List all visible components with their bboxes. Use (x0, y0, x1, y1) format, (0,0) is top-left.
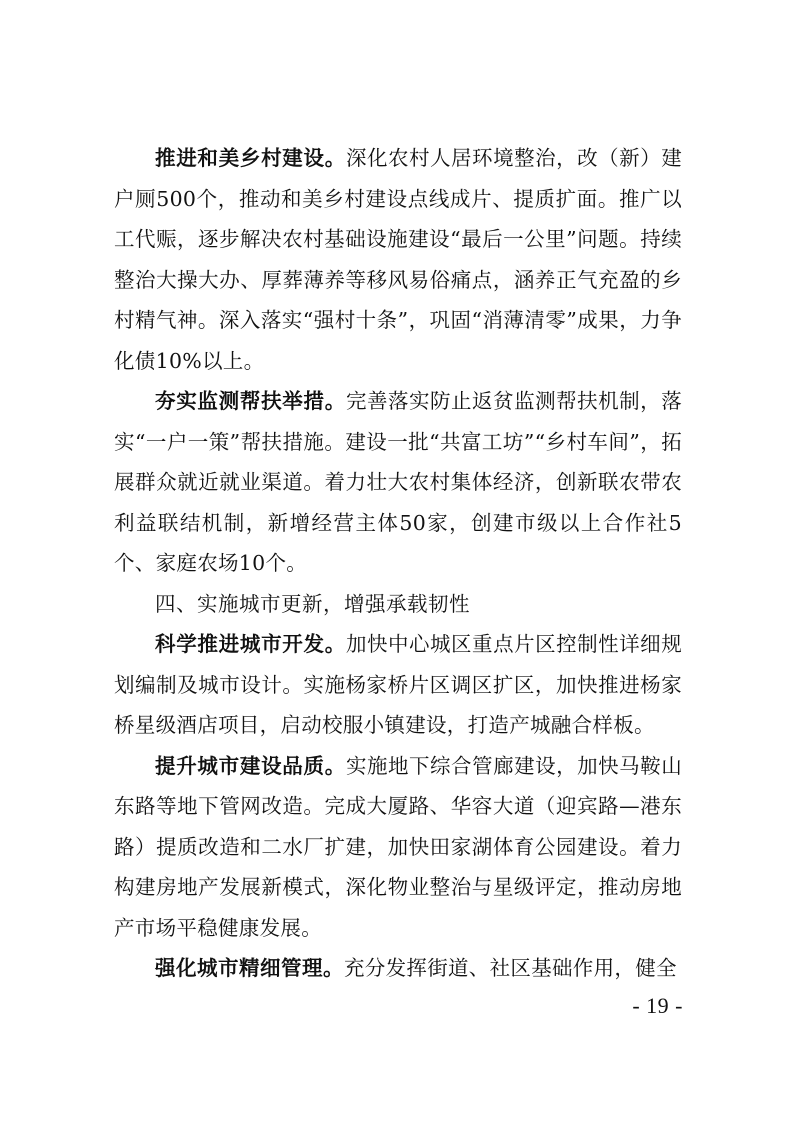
paragraph-rural-construction (114, 138, 682, 381)
paragraph-body: 实施地下综合管廊建设，加快马鞍山东路等地下管网改造。完成大厦路、华容大道（迎宾路—港东路）提质改造和二水厂扩建，加快田家湖体育公园建设。着力构建房地产发展新模式，深化物业整治与星级评定，推动房地产市场平稳健康发展。 (114, 753, 682, 940)
paragraph-city-development (114, 624, 682, 746)
paragraph-monitoring-assistance (114, 381, 682, 584)
page-number: - 19 - (632, 993, 683, 1018)
paragraph-lead: 夯实监测帮扶举措。 (155, 389, 346, 413)
paragraph-city-quality (114, 746, 682, 949)
paragraph-lead: 推进和美乡村建设。 (155, 146, 346, 170)
section-heading: 四、实施城市更新，增强承载韧性 (155, 591, 470, 616)
paragraph-body: 加快中心城区重点片区控制性详细规划编制及城市设计。实施杨家桥片区调区扩区，加快推进杨家桥星级酒店项目，启动校服小镇建设，打造产城融合样板。 (114, 632, 682, 737)
paragraph-lead: 提升城市建设品质。 (155, 753, 346, 778)
paragraph-lead: 科学推进城市开发。 (155, 632, 346, 656)
paragraph-body: 深化农村人居环境整治，改（新）建户厕500个，推动和美乡村建设点线成片、提质扩面。推广以工代赈，逐步解决农村基础设施建设“最后一公里”问题。持续整治大操大办、厚葬薄养等移风易俗痛点，涵养正气充盈的乡村精气神。深入落实“强村十条”，巩固“消薄清零”成果，力争化债10%以上。 (114, 146, 682, 373)
page-content (114, 138, 682, 989)
paragraph-city-management (114, 948, 682, 989)
paragraph-lead: 强化城市精细管理。 (155, 956, 344, 980)
paragraph-body: 完善落实防止返贫监测帮扶机制，落实“一户一策”帮扶措施。建设一批“共富工坊”“乡村车间”，拓展群众就近就业渠道。着力壮大农村集体经济，创新联农带农利益联结机制，新增经营主体50家，创建市级以上合作社5个、家庭农场10个。 (114, 389, 682, 575)
paragraph-body: 充分发挥街道、社区基础作用，健全 (344, 956, 677, 980)
